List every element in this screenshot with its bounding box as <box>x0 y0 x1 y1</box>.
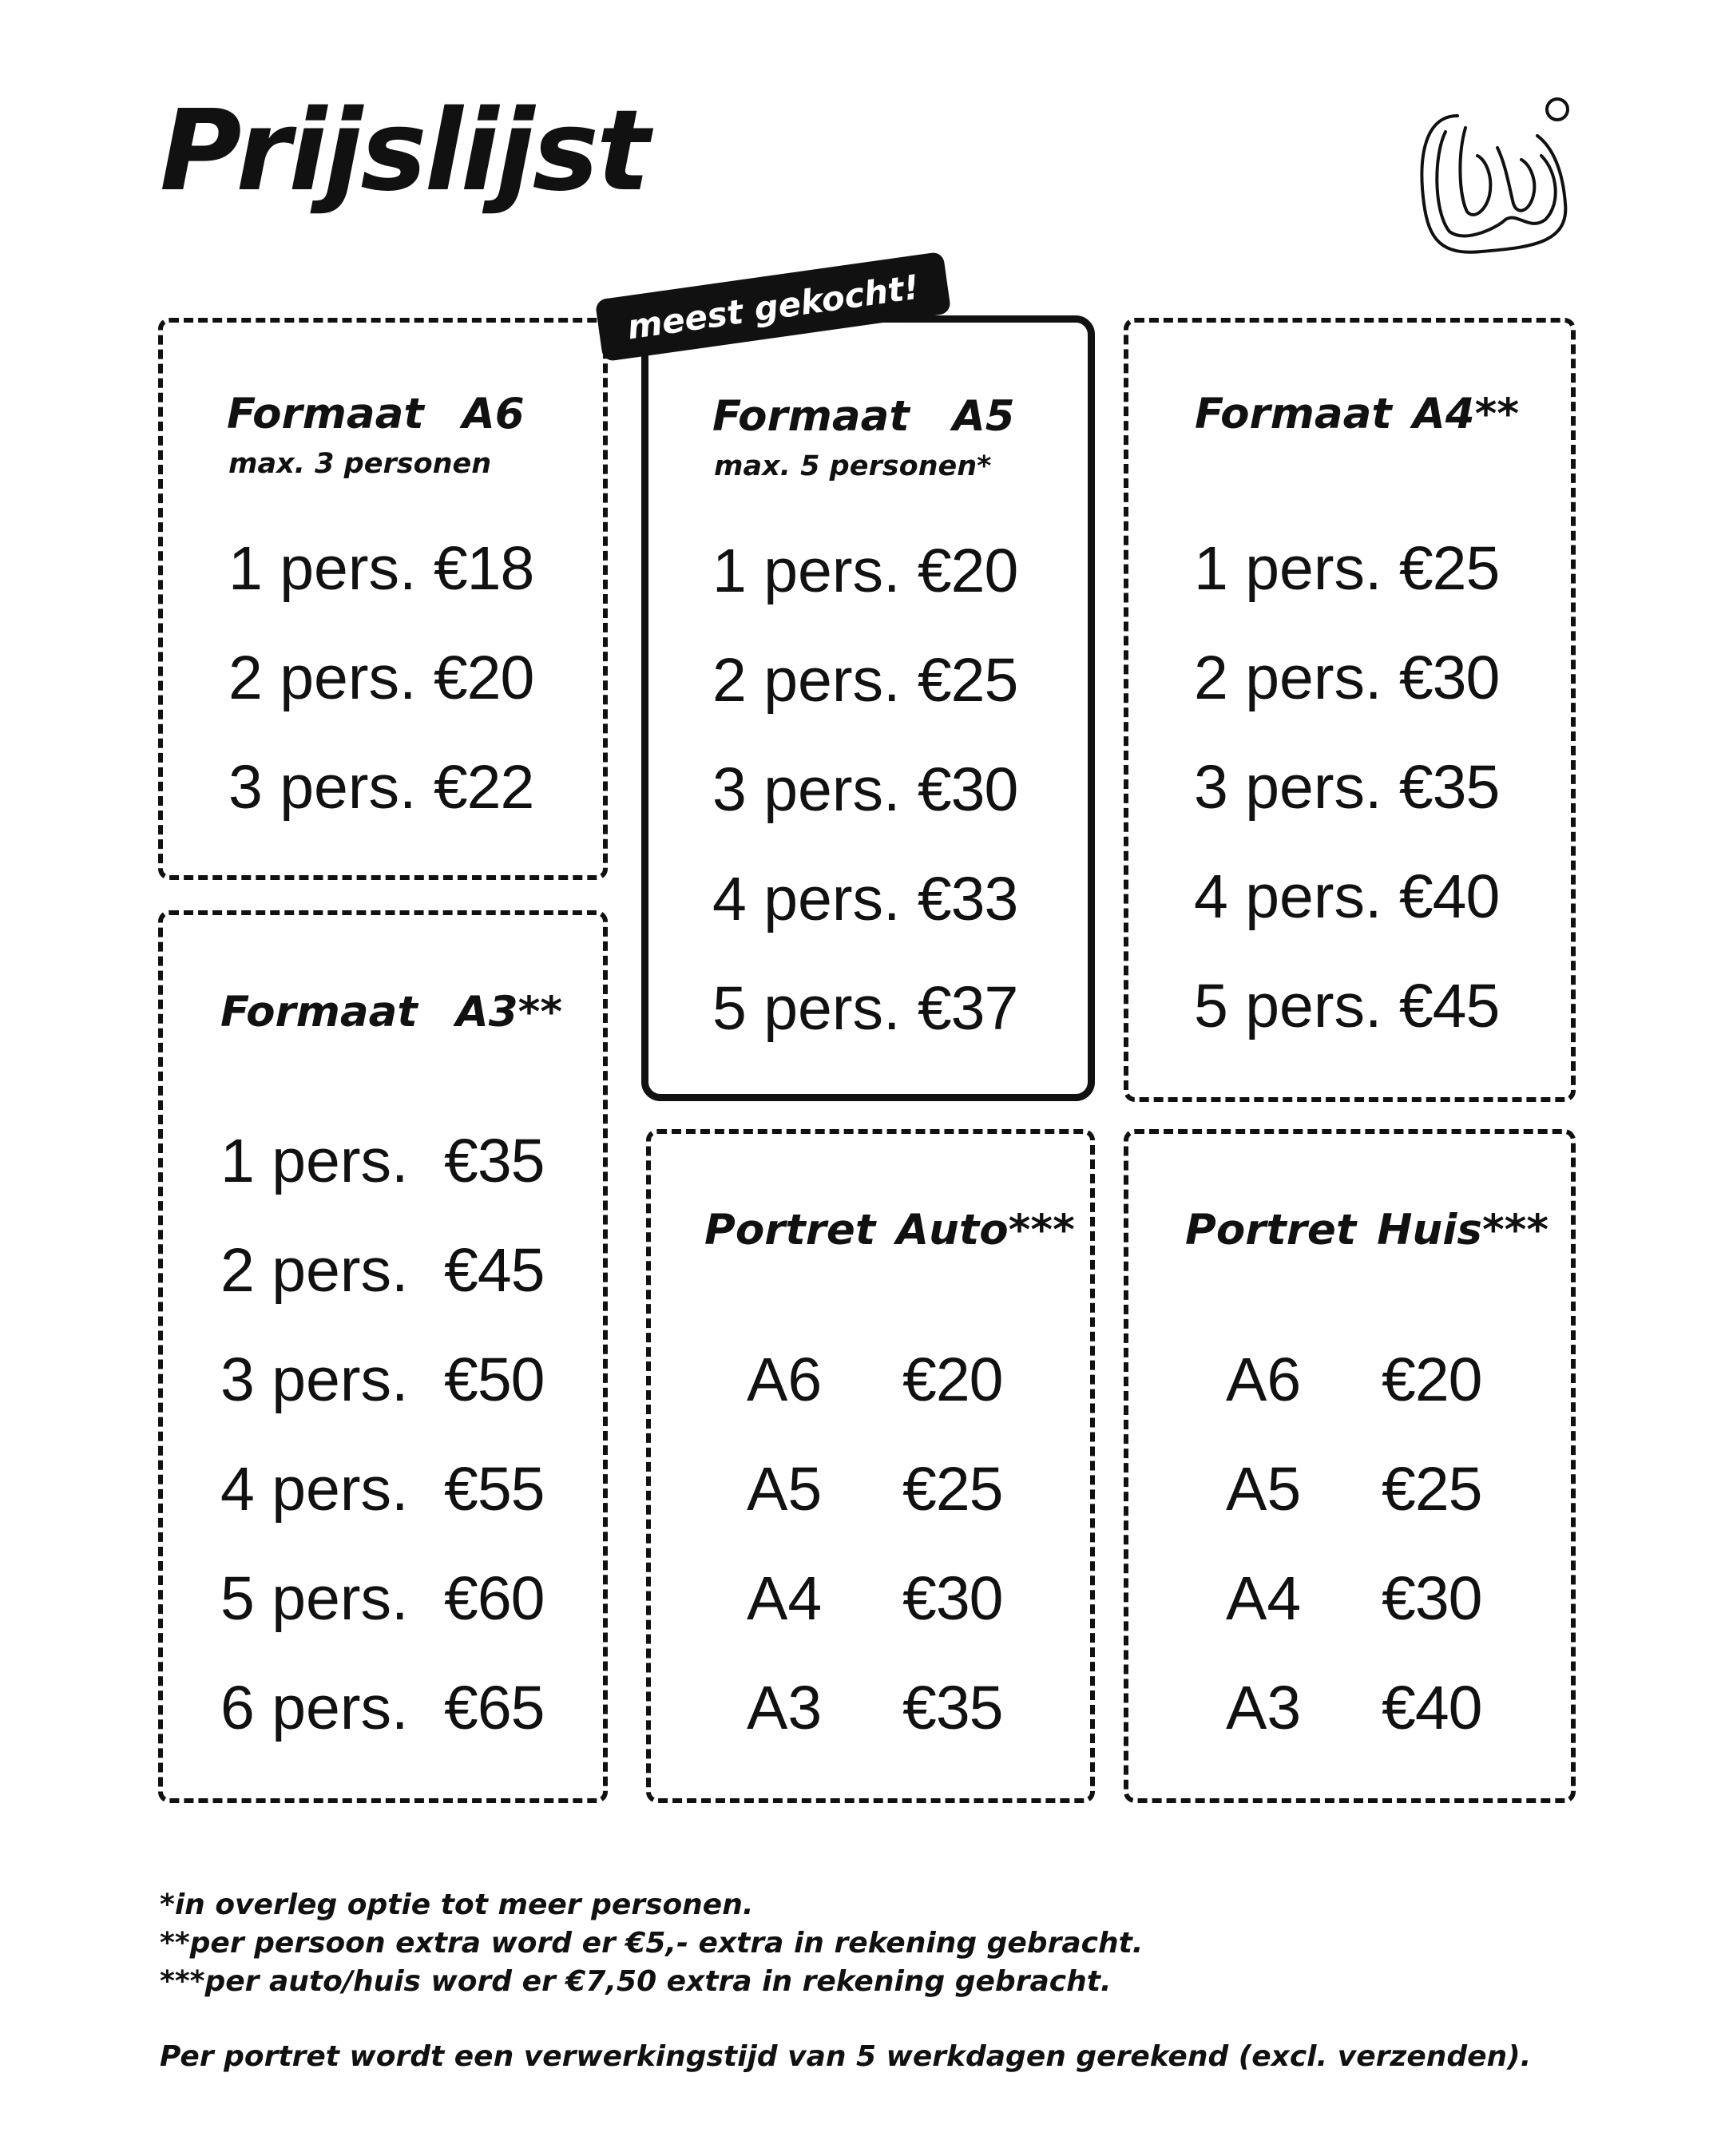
row-price: €40 <box>1398 862 1500 931</box>
row-label: 2 pers. <box>228 644 417 712</box>
row-label: 1 pers. <box>712 537 901 605</box>
title-right: Huis*** <box>1377 1206 1549 1254</box>
price-row <box>1226 1674 1482 1742</box>
title-left: Formaat <box>712 392 910 441</box>
row-label: 5 pers. <box>1194 972 1382 1040</box>
row-label: 1 pers. <box>1194 534 1382 603</box>
price-row <box>1194 862 1500 931</box>
row-label: A4 <box>747 1564 823 1633</box>
price-row <box>1226 1346 1482 1414</box>
most-bought-badge: meest gekocht! <box>595 252 952 362</box>
price-row <box>220 1455 545 1524</box>
row-price: €35 <box>902 1674 1003 1742</box>
row-price: €25 <box>1382 1455 1482 1524</box>
row-price: €30 <box>902 1564 1003 1633</box>
row-label: A5 <box>1226 1455 1302 1524</box>
row-label: A6 <box>747 1346 823 1414</box>
row-label: 4 pers. <box>712 865 901 933</box>
card-title <box>227 390 525 438</box>
page-title: Prijslijst <box>160 86 648 216</box>
price-row <box>220 1236 545 1305</box>
price-row <box>220 1674 545 1742</box>
card-formaat-a5 <box>641 315 1095 1101</box>
row-price: €18 <box>433 534 534 603</box>
title-left: Formaat <box>1195 390 1392 438</box>
footnotes <box>160 1886 1143 2001</box>
row-price: €25 <box>902 1455 1003 1524</box>
price-row <box>220 1127 545 1195</box>
card-title <box>712 392 1015 441</box>
row-price: €55 <box>444 1455 545 1524</box>
price-row <box>1194 972 1500 1040</box>
title-left: Formaat <box>227 390 424 438</box>
title-left: Formaat <box>220 988 418 1036</box>
price-row <box>228 753 534 822</box>
footnote: *in overleg optie tot meer personen. <box>160 1888 754 1921</box>
row-label: 5 pers. <box>712 974 901 1043</box>
price-row <box>747 1564 1003 1633</box>
card-formaat-a4 <box>1124 318 1576 1102</box>
price-row <box>1194 644 1500 712</box>
row-label: 3 pers. <box>228 753 417 822</box>
title-right: A3** <box>455 988 563 1036</box>
row-price: €45 <box>1398 972 1500 1040</box>
row-price: €45 <box>444 1236 545 1305</box>
price-row <box>712 537 1018 605</box>
card-portret-auto <box>646 1129 1095 1803</box>
row-label: 2 pers. <box>1194 644 1382 712</box>
row-price: €35 <box>1398 753 1500 822</box>
footnote: **per persoon extra word er €5,- extra in rekening gebracht. <box>160 1927 1144 1960</box>
row-price: €65 <box>444 1674 545 1742</box>
card-formaat-a6 <box>158 318 608 880</box>
row-label: 3 pers. <box>712 755 901 824</box>
price-row <box>220 1564 545 1633</box>
price-row <box>1194 534 1500 603</box>
price-row <box>1226 1455 1482 1524</box>
row-label: A3 <box>747 1674 823 1742</box>
card-portret-huis <box>1124 1129 1576 1803</box>
row-price: €35 <box>444 1127 545 1195</box>
title-right: Auto*** <box>896 1206 1075 1254</box>
footnote: ***per auto/huis word er €7,50 extra in rekening gebracht. <box>160 1965 1112 1998</box>
row-label: 1 pers. <box>220 1127 409 1195</box>
row-label: 5 pers. <box>220 1564 409 1633</box>
title-right: A6 <box>462 390 525 438</box>
price-row <box>1194 753 1500 822</box>
price-row <box>712 646 1018 715</box>
row-price: €40 <box>1382 1674 1482 1742</box>
card-formaat-a3 <box>158 910 608 1803</box>
row-label: 4 pers. <box>1194 862 1382 931</box>
price-row <box>228 534 534 603</box>
card-subtitle: max. 3 personen <box>228 448 492 480</box>
row-label: 3 pers. <box>220 1346 409 1414</box>
processing-time-note: Per portret wordt een verwerkingstijd van 5 werkdagen gerekend (excl. verzenden). <box>160 2040 1532 2073</box>
row-price: €25 <box>917 646 1018 715</box>
row-label: 4 pers. <box>220 1455 409 1524</box>
card-subtitle: max. 5 personen* <box>714 450 992 482</box>
price-row <box>712 865 1018 933</box>
row-price: €33 <box>917 865 1018 933</box>
row-price: €37 <box>917 974 1018 1043</box>
price-row <box>712 755 1018 824</box>
row-price: €30 <box>917 755 1018 824</box>
row-label: 2 pers. <box>712 646 901 715</box>
row-label: A4 <box>1226 1564 1302 1633</box>
row-label: A5 <box>747 1455 823 1524</box>
card-title <box>1195 390 1520 438</box>
row-price: €25 <box>1398 534 1500 603</box>
title-left: Portret <box>704 1206 876 1254</box>
row-label: 6 pers. <box>220 1674 409 1742</box>
row-label: 2 pers. <box>220 1236 409 1305</box>
row-price: €22 <box>433 753 534 822</box>
price-row <box>747 1674 1003 1742</box>
title-right: A5 <box>952 392 1015 441</box>
price-row <box>1226 1564 1482 1633</box>
row-label: A3 <box>1226 1674 1302 1742</box>
card-title <box>1185 1206 1549 1254</box>
price-row <box>747 1455 1003 1524</box>
card-title <box>220 988 563 1036</box>
row-price: €60 <box>444 1564 545 1633</box>
row-label: 3 pers. <box>1194 753 1382 822</box>
title-left: Portret <box>1185 1206 1357 1254</box>
card-title <box>704 1206 1075 1254</box>
price-row <box>220 1346 545 1414</box>
row-price: €20 <box>917 537 1018 605</box>
title-right: A4** <box>1412 390 1520 438</box>
doodle-logo-icon <box>1410 92 1577 268</box>
row-price: €30 <box>1398 644 1500 712</box>
row-label: A6 <box>1226 1346 1302 1414</box>
row-price: €30 <box>1382 1564 1482 1633</box>
price-row <box>747 1346 1003 1414</box>
row-price: €20 <box>902 1346 1003 1414</box>
row-price: €50 <box>444 1346 545 1414</box>
row-price: €20 <box>433 644 534 712</box>
row-price: €20 <box>1382 1346 1482 1414</box>
price-row <box>712 974 1018 1043</box>
row-label: 1 pers. <box>228 534 417 603</box>
price-row <box>228 644 534 712</box>
